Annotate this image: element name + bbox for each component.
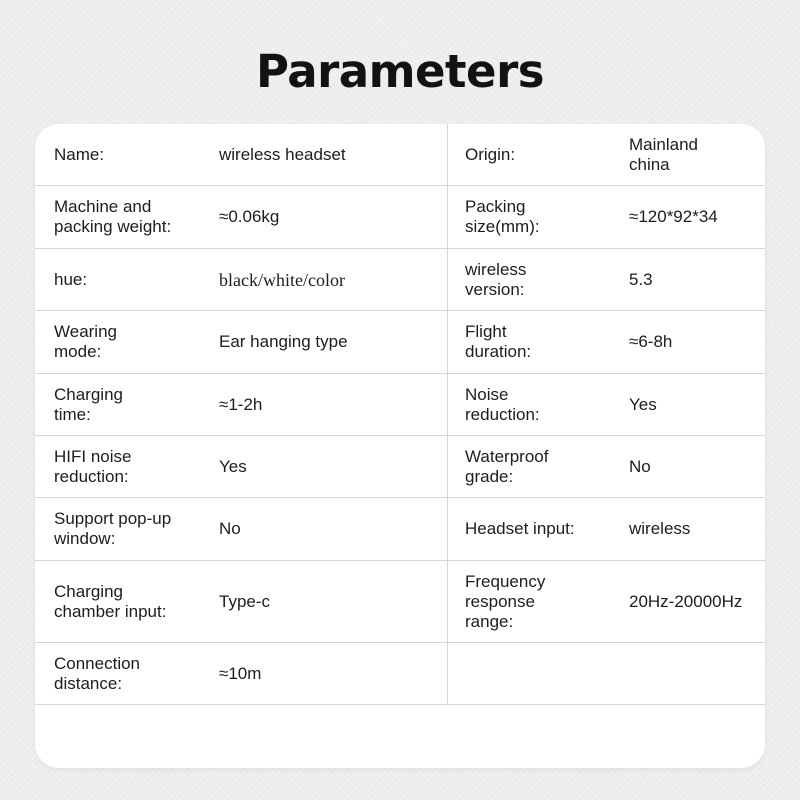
param-value: Ear hanging type [219,332,348,351]
param-label: Support pop-up window: [54,509,172,548]
param-label: HIFI noise reduction: [54,446,132,486]
param-value: ≈0.06kg [219,207,280,226]
param-label: wireless version: [465,259,527,299]
param-value: ≈10m [219,663,262,683]
param-label: hue: [54,269,88,289]
param-label: Name: [54,144,105,164]
param-value: Mainland china [629,134,698,174]
param-value [629,643,764,704]
param-label: Charging chamber input: [54,581,167,621]
param-value: Yes [629,394,657,414]
param-label: Frequency response range: [465,571,546,631]
param-label: Headset input: [465,519,575,538]
param-label: Connection distance: [54,653,141,693]
param-label: Noise reduction: [465,384,540,424]
param-value: ≈120*92*34 [629,207,718,226]
param-label: Waterproof grade: [465,446,549,486]
param-value: Yes [219,456,247,476]
param-value: No [219,519,241,538]
param-value: Type-c [219,591,271,611]
param-label: Origin: [465,144,516,164]
param-value: wireless headset [219,144,346,164]
table-row [35,436,765,498]
param-value: black/white/color [219,269,345,290]
table-row [35,249,765,311]
param-value: ≈1-2h [219,394,263,414]
table-row [35,311,765,374]
param-value: ≈6-8h [629,332,673,351]
page-title: Parameters [255,45,545,98]
param-label: Machine and packing weight: [54,197,172,236]
param-value: No [629,456,651,476]
param-label: Flight duration: [465,322,532,361]
param-label: Charging time: [54,384,123,424]
parameters-table [35,124,765,768]
param-value: 20Hz-20000Hz [629,591,743,611]
param-label: Wearing mode: [54,322,117,361]
table-row [35,186,765,249]
table-row [35,124,765,186]
param-label [465,643,615,704]
table-row [35,374,765,436]
table-row [35,561,765,643]
table-row [35,498,765,561]
param-value: 5.3 [629,269,653,289]
param-label: Packing size(mm): [465,197,540,236]
param-value: wireless [629,519,691,538]
table-row [35,643,765,705]
